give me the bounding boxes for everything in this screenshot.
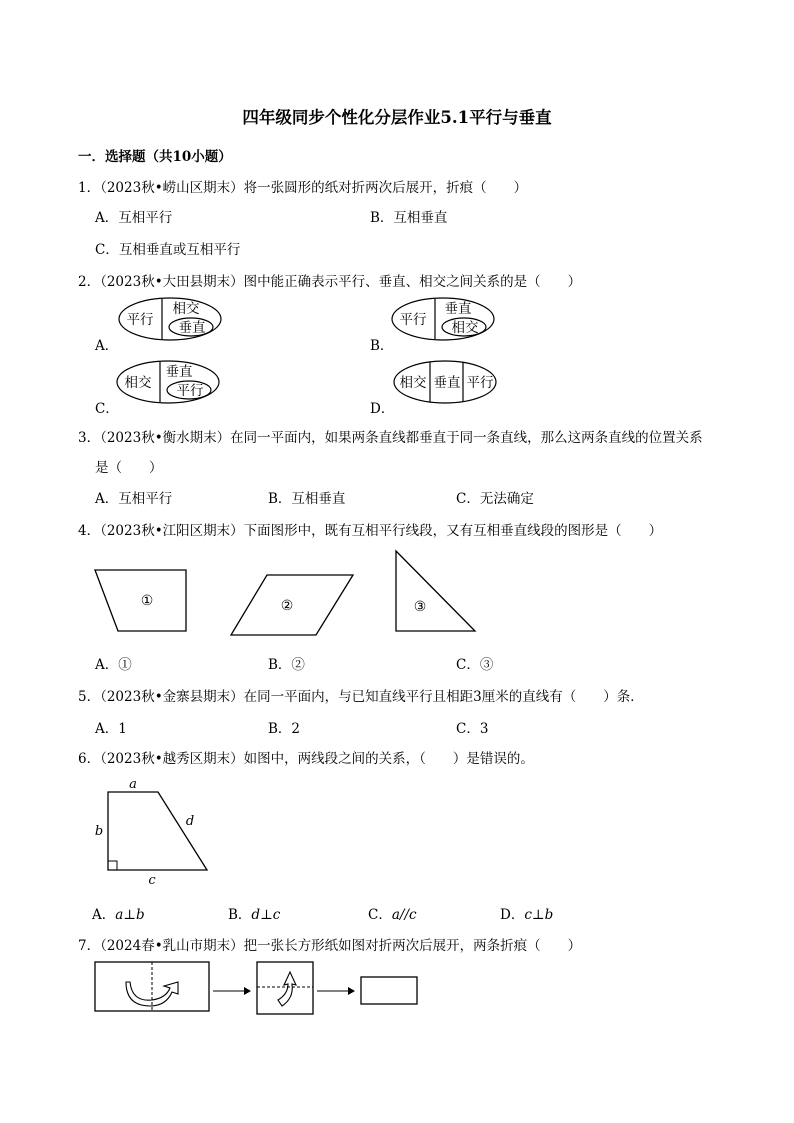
paper-folding-figure [92, 960, 422, 1016]
question-stem: 4．（2023秋•江阳区期末）下面图形中，既有互相平行线段，又有互相垂直线段的图形是（ ） [78, 523, 663, 539]
label-inner: 平行 [176, 383, 204, 399]
option-a[interactable]: A．互相平行 [95, 210, 173, 226]
option-b[interactable]: B． [370, 338, 394, 354]
figure-label: ③ [413, 599, 427, 615]
option-d[interactable]: D． [370, 401, 395, 417]
label-outer: 相交 [124, 375, 152, 391]
option-a[interactable]: A．① [95, 657, 132, 673]
label-d: d [185, 814, 195, 829]
venn-diagram-d [393, 359, 499, 405]
right-trapezoid-figure [90, 774, 215, 890]
question-stem: 5．（2023秋•金寨县期末）在同一平面内，与已知直线平行且相距3厘米的直线有（ ）条． [78, 689, 644, 705]
venn-diagram-b [391, 296, 497, 342]
option-b[interactable]: B．互相垂直 [370, 210, 448, 226]
option-a[interactable]: A．互相平行 [95, 491, 173, 507]
question-stem-line-2: 是（ ） [95, 460, 163, 476]
venn-diagram-a [118, 296, 224, 342]
option-c[interactable]: C．无法确定 [456, 491, 534, 507]
label-mid: 垂直 [433, 375, 461, 391]
option-c[interactable]: C．互相垂直或互相平行 [95, 242, 241, 258]
label-right: 平行 [466, 375, 494, 391]
figure-label: ① [140, 593, 154, 609]
label-a: a [129, 777, 137, 792]
parallelogram-figure [230, 573, 355, 637]
question-stem: 1．（2023秋•崂山区期末）将一张圆形的纸对折两次后展开，折痕（ ） [78, 180, 528, 196]
figure-label: ② [280, 598, 294, 614]
page-title: 四年级同步个性化分层作业5.1平行与垂直 [242, 108, 552, 127]
option-b[interactable]: B．② [268, 657, 305, 673]
question-stem: 6．（2023秋•越秀区期末）如图中，两线段之间的关系，（ ）是错误的。 [78, 751, 534, 767]
option-d[interactable]: D．c⊥b [500, 907, 554, 923]
option-c[interactable]: C．③ [456, 657, 494, 673]
question-stem: 7．（2024春•乳山市期末）把一张长方形纸如图对折两次后展开，两条折痕（ ） [78, 938, 582, 954]
venn-diagram-c [116, 359, 222, 405]
trapezoid-figure [94, 568, 188, 634]
option-b[interactable]: B．d⊥c [228, 907, 281, 923]
label-top: 垂直 [444, 301, 472, 317]
option-c[interactable]: C．3 [456, 721, 489, 737]
question-stem-line-1: 3．（2023秋•衡水期末）在同一平面内，如果两条直线都垂直于同一条直线，那么这两条直线的位置关系 [78, 430, 703, 446]
label-inner: 垂直 [178, 320, 206, 336]
section-heading: 一．选择题（共10小题） [78, 149, 232, 165]
option-c[interactable]: C．a//c [368, 907, 417, 923]
option-a[interactable]: A．a⊥b [92, 907, 145, 923]
option-b[interactable]: B．互相垂直 [268, 491, 346, 507]
option-c[interactable]: C． [95, 401, 119, 417]
label-top: 垂直 [165, 364, 193, 380]
label-b: b [94, 824, 104, 839]
option-b[interactable]: B．2 [268, 721, 301, 737]
right-triangle-figure [394, 549, 478, 633]
option-a[interactable]: A． [95, 338, 119, 354]
label-outer: 平行 [399, 312, 427, 328]
label-outer: 平行 [126, 312, 154, 328]
label-top: 相交 [172, 301, 200, 317]
label-c: c [148, 873, 156, 888]
option-a[interactable]: A．1 [95, 721, 127, 737]
label-inner: 相交 [451, 320, 479, 336]
question-stem: 2．（2023秋•大田县期末）图中能正确表示平行、垂直、相交之间关系的是（ ） [78, 274, 582, 290]
label-left: 相交 [399, 375, 427, 391]
